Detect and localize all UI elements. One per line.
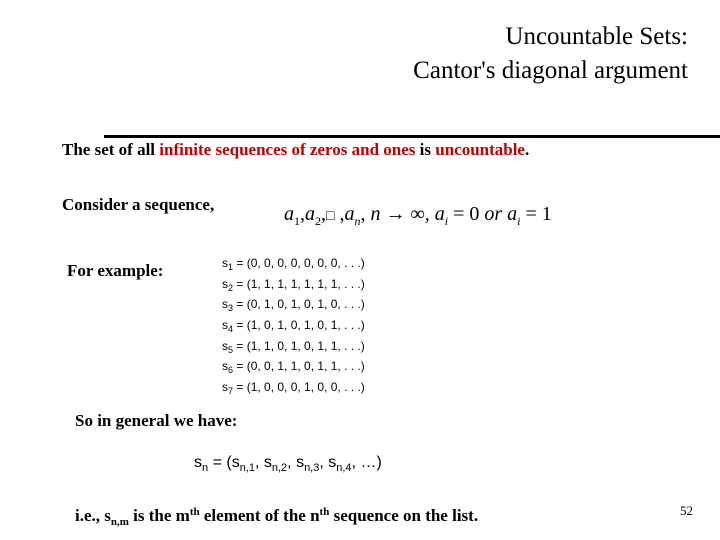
ie-subscript: n,m	[110, 516, 129, 528]
statement-prefix: The set of all	[62, 140, 160, 159]
term-separator: ,	[319, 454, 329, 471]
sequence-list	[222, 253, 365, 398]
formula-sub-i-1: i	[444, 214, 449, 228]
term-symbol: s	[263, 454, 272, 471]
seq-symbol: s	[222, 256, 228, 270]
formula-a2: a	[305, 203, 315, 225]
seq-values: = (0, 1, 0, 1, 0, 1, 0, . . .)	[233, 297, 365, 312]
seq-values: = (1, 0, 0, 0, 1, 0, 0, . . .)	[233, 380, 365, 395]
seq-index: 3	[228, 303, 234, 314]
term-separator: ,	[254, 454, 264, 471]
formula-n-arrow: n → ∞,	[370, 203, 430, 225]
sequence-row	[222, 356, 365, 377]
formula-sub-i-2: i	[517, 214, 521, 228]
formula-sub-2: 2	[315, 214, 321, 228]
sn-equals: = (	[208, 454, 232, 471]
term-symbol: s	[296, 454, 305, 471]
term-symbol: s	[231, 454, 240, 471]
statement	[62, 140, 529, 160]
seq-index: 7	[228, 386, 234, 397]
statement-middle: is	[415, 140, 436, 159]
statement-highlight-sequences: infinite sequences of zeros and ones	[159, 140, 416, 159]
formula-comma-2: ,	[321, 203, 326, 225]
seq-symbol: s	[222, 297, 228, 312]
general-label: So in general we have:	[75, 411, 238, 430]
title-divider	[104, 135, 720, 138]
formula-sub-n: n	[354, 214, 361, 228]
seq-index: 2	[228, 282, 234, 293]
seq-values: = (0, 0, 0, 0, 0, 0, 0, . . .)	[233, 256, 365, 270]
seq-values: = (1, 1, 0, 1, 0, 1, 1, . . .)	[233, 338, 365, 353]
formula-an: a	[344, 203, 355, 225]
sequence-row	[222, 315, 365, 336]
formula-comma-1: ,	[300, 203, 305, 225]
ie-mid-1: is the m	[128, 506, 190, 525]
formula-or: or	[484, 203, 503, 225]
seq-index: 5	[228, 344, 234, 355]
seq-symbol: s	[222, 380, 228, 395]
consider-label: Consider a sequence,	[62, 195, 215, 214]
formula-eq-0: = 0	[448, 203, 485, 225]
seq-index: 1	[228, 262, 234, 272]
seq-values: = (0, 0, 1, 1, 0, 1, 1, . . .)	[233, 359, 365, 374]
statement-suffix: .	[524, 140, 530, 159]
ie-suffix: sequence on the list.	[329, 506, 479, 525]
formula-comma-3: ,	[334, 203, 345, 225]
definition-sentence	[75, 506, 478, 526]
formula-ai-2: a	[502, 203, 518, 225]
seq-symbol: s	[222, 318, 228, 333]
seq-index: 4	[228, 324, 234, 335]
sequence-row	[222, 336, 365, 357]
sequence-formula	[284, 203, 552, 229]
sequence-row	[222, 274, 365, 295]
term-subscript: n,3	[304, 462, 320, 474]
missing-glyph-icon: □	[326, 209, 335, 224]
sequence-row	[222, 294, 365, 315]
seq-index: 6	[228, 365, 234, 376]
general-formula	[194, 454, 382, 474]
term-subscript: n,4	[336, 462, 352, 474]
formula-sub-1: 1	[294, 214, 300, 228]
term-symbol: s	[328, 454, 337, 471]
seq-symbol: s	[222, 276, 228, 291]
title-line-1: Uncountable Sets:	[505, 23, 688, 50]
ie-mid-2: element of the n	[199, 506, 320, 525]
formula-eq-1: = 1	[520, 203, 552, 225]
term-subscript: n,1	[239, 462, 255, 474]
sn-subscript: n	[202, 462, 209, 474]
formula-ai-1: a	[434, 203, 445, 225]
sequence-row	[222, 253, 365, 274]
example-label: For example:	[67, 261, 164, 280]
slide-title	[413, 20, 688, 88]
seq-symbol: s	[222, 338, 228, 353]
title-line-2: Cantor's diagonal argument	[413, 57, 688, 84]
statement-highlight-uncountable: uncountable	[435, 140, 525, 159]
seq-values: = (1, 0, 1, 0, 1, 0, 1, . . .)	[233, 318, 365, 333]
sequence-row	[222, 377, 365, 398]
term-separator: ,	[287, 454, 297, 471]
ie-superscript-2: th	[319, 506, 330, 518]
ie-prefix: i.e., s	[75, 506, 111, 525]
page-number: 52	[680, 503, 693, 518]
sn-symbol: s	[194, 454, 202, 471]
seq-symbol: s	[222, 359, 228, 374]
seq-values: = (1, 1, 1, 1, 1, 1, 1, . . .)	[233, 276, 365, 291]
term-tail: , …)	[351, 454, 382, 471]
formula-comma-4: ,	[360, 203, 366, 225]
formula-a1: a	[284, 203, 294, 225]
term-subscript: n,2	[271, 462, 288, 474]
ie-superscript-1: th	[189, 506, 200, 518]
